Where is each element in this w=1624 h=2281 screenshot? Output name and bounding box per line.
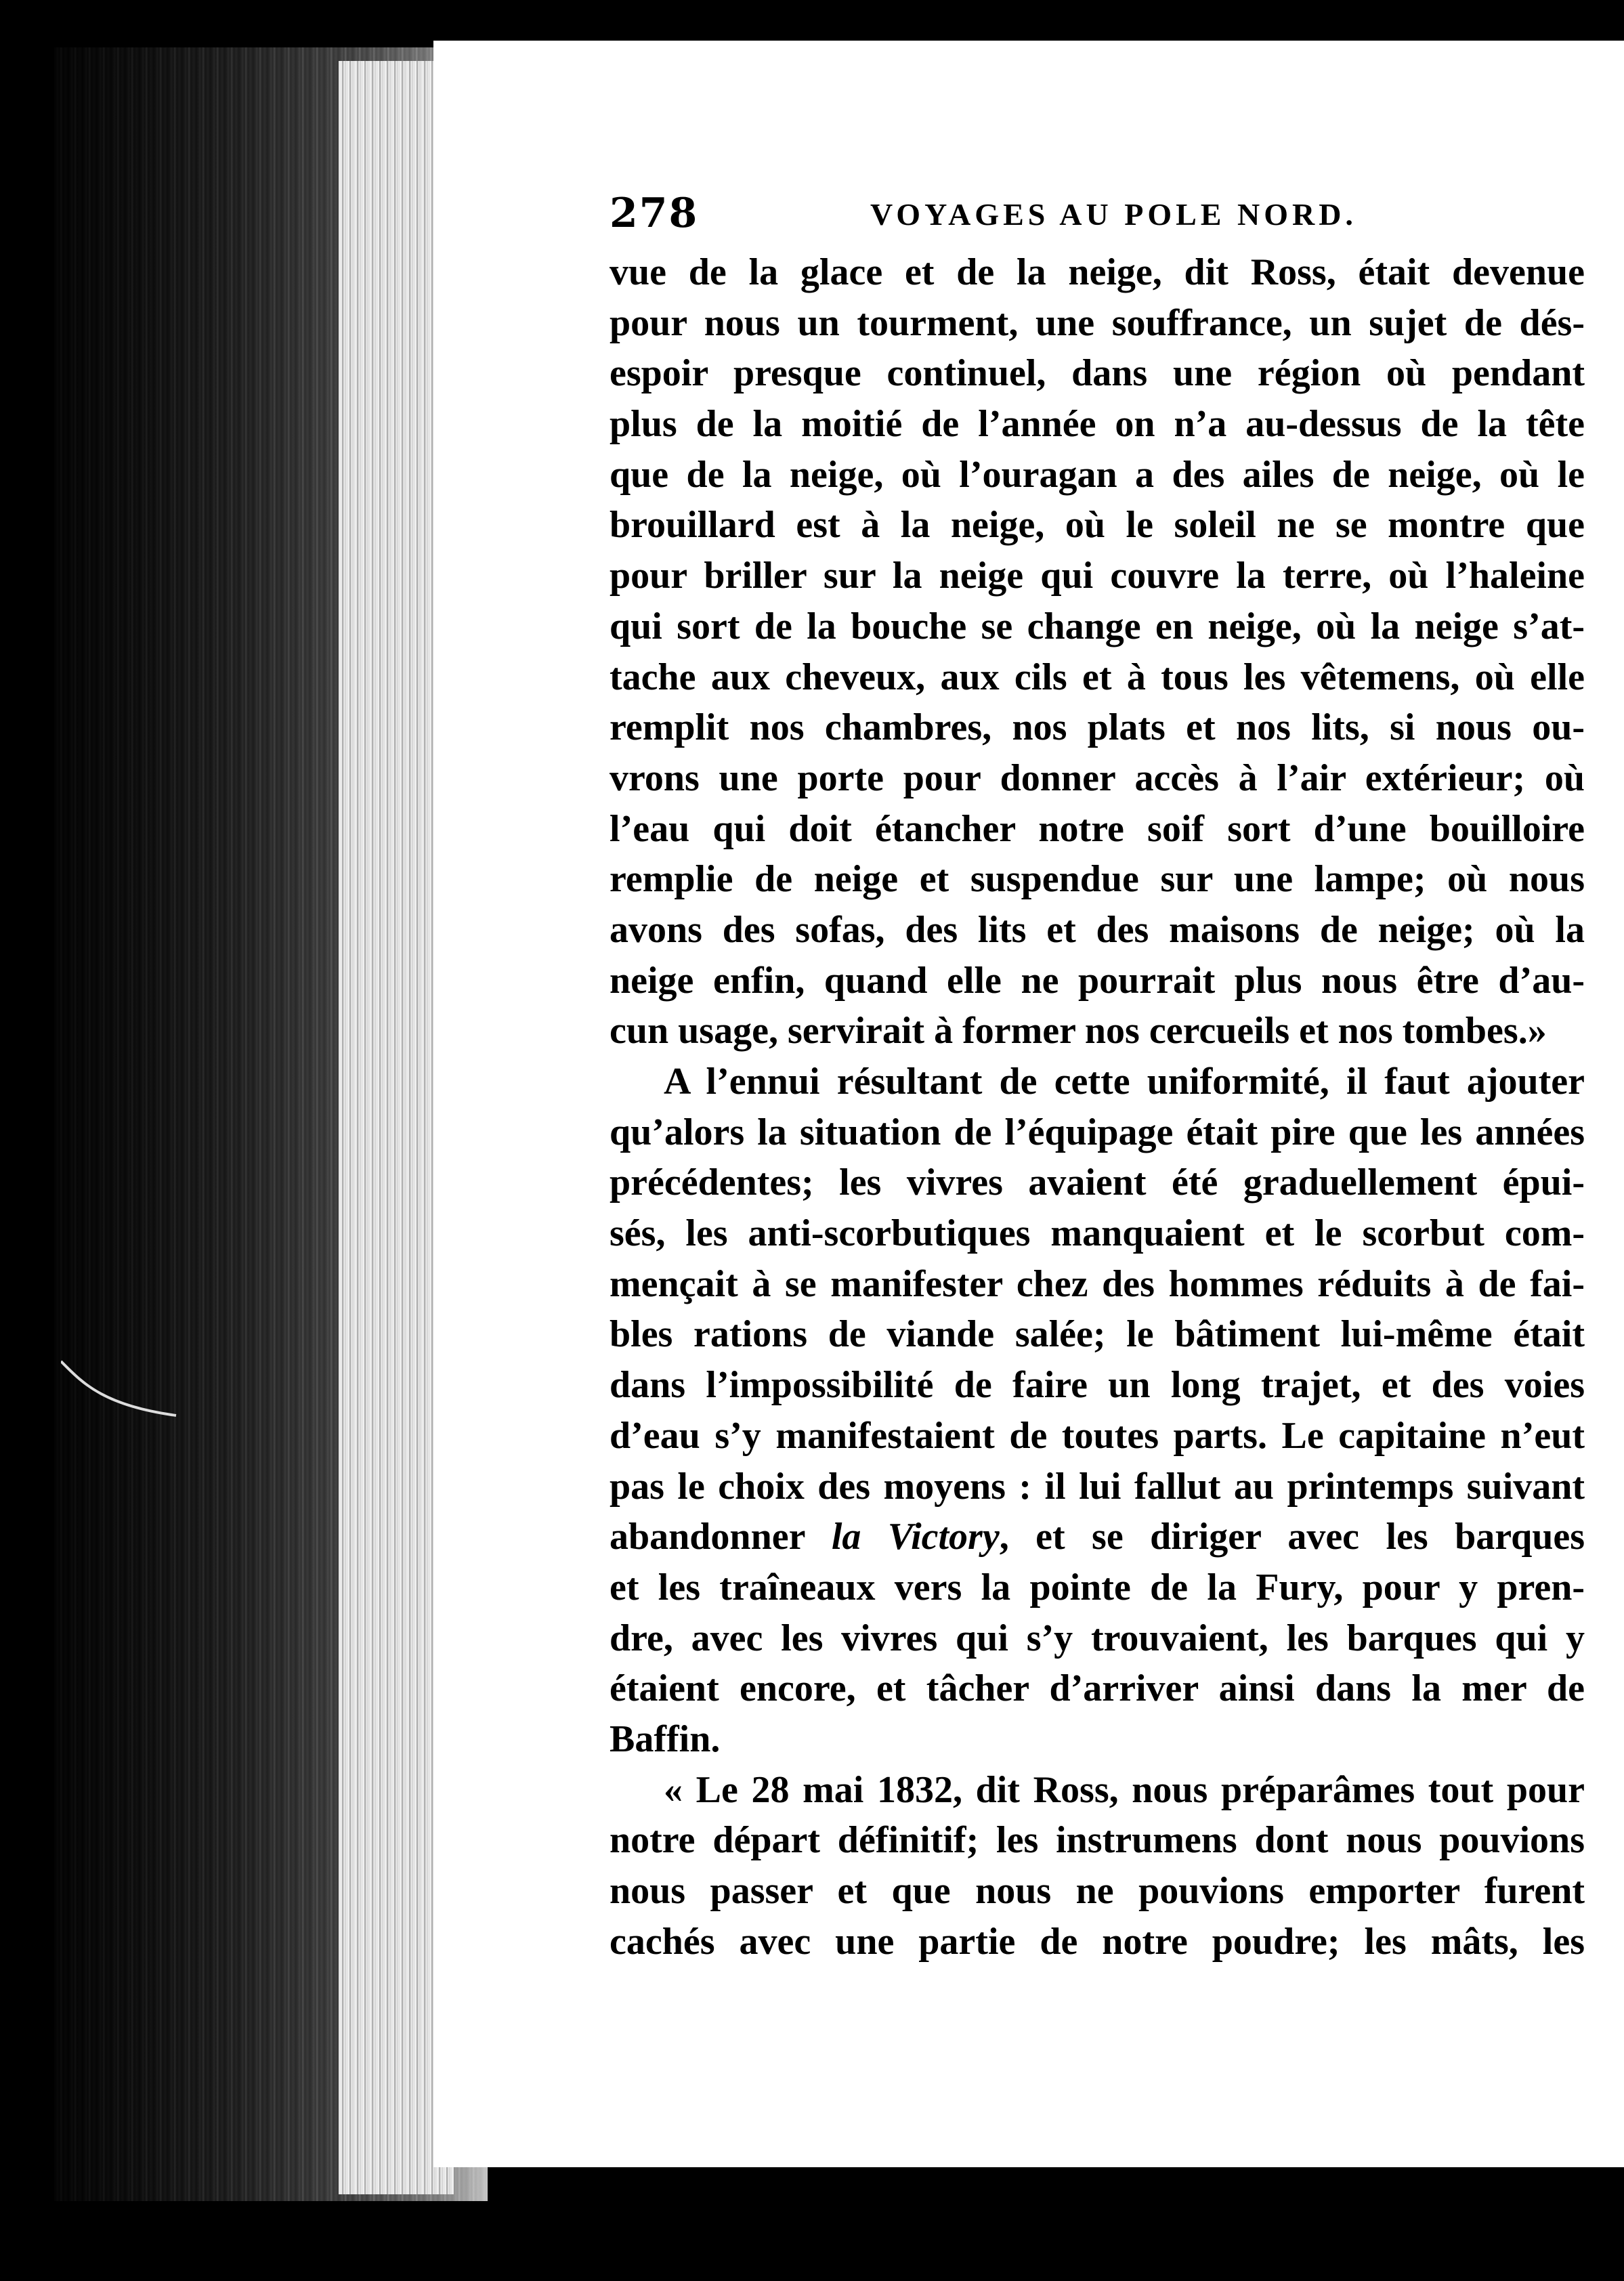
- text-segment: abandonner: [610, 1516, 832, 1558]
- text-line: brouillard est à la neige, où le soleil ne se montre que: [610, 504, 1585, 547]
- body-text: [610, 247, 1585, 1967]
- text-line: espoir presque continuel, dans une région où pendant: [610, 352, 1585, 395]
- text-line: remplie de neige et suspendue sur une lampe; où nous: [610, 858, 1585, 901]
- text-line: précédentes; les vivres avaient été graduellement épui-: [610, 1161, 1585, 1204]
- text-line: plus de la moitié de l’année on n’a au-dessus de la tête: [610, 403, 1585, 446]
- text-line: « Le 28 mai 1832, dit Ross, nous préparâmes tout pour: [664, 1768, 1585, 1811]
- text-line: tache aux cheveux, aux cils et à tous les vêtemens, où elle: [610, 656, 1585, 698]
- text-line: A l’ennui résultant de cette uniformité, il faut ajouter: [664, 1061, 1585, 1103]
- text-segment: , et se diriger avec les barques: [999, 1516, 1585, 1558]
- page-number: 278: [610, 190, 699, 237]
- text-line: dre, avec les vivres qui s’y trouvaient, les barques qui y: [610, 1617, 1585, 1659]
- text-line: avons des sofas, des lits et des maisons de neige; où la: [610, 908, 1585, 951]
- text-line: vue de la glace et de la neige, dit Ross, était devenue: [610, 251, 1585, 293]
- text-line: étaient encore, et tâcher d’arriver ainsi dans la mer de: [610, 1667, 1585, 1710]
- text-line: que de la neige, où l’ouragan a des ailes de neige, où le: [610, 453, 1585, 496]
- running-title: VOYAGES AU POLE NORD.: [870, 197, 1357, 232]
- running-head: [610, 190, 1591, 244]
- text-line: cachés avec une partie de notre poudre; les mâts, les: [610, 1920, 1585, 1963]
- text-line: pour nous un tourment, une souffrance, un sujet de dés-: [610, 301, 1585, 344]
- text-line: qu’alors la situation de l’équipage était pire que les années: [610, 1111, 1585, 1153]
- text-line: et les traîneaux vers la pointe de la Fury, pour y pren-: [610, 1566, 1585, 1608]
- text-line: l’eau qui doit étancher notre soif sort d’une bouilloire: [610, 807, 1585, 850]
- text-line: notre départ définitif; les instrumens dont nous pouvions: [610, 1819, 1585, 1862]
- text-line: nous passer et que nous ne pouvions emporter furent: [610, 1870, 1585, 1912]
- text-line: d’eau s’y manifestaient de toutes parts. Le capitaine n’eut: [610, 1414, 1585, 1457]
- text-line: dans l’impossibilité de faire un long trajet, et des voies: [610, 1364, 1585, 1407]
- text-line: pour briller sur la neige qui couvre la terre, où l’haleine: [610, 555, 1585, 597]
- text-line: mençait à se manifester chez des hommes réduits à de fai-: [610, 1262, 1585, 1305]
- text-line: remplit nos chambres, nos plats et nos lits, si nous ou-: [610, 706, 1585, 749]
- text-line: bles rations de viande salée; le bâtiment lui-même était: [610, 1313, 1585, 1356]
- text-line: cun usage, servirait à former nos cercueils et nos tombes.»: [610, 1010, 1547, 1052]
- text-line: [610, 1512, 1585, 1562]
- ship-name: la Victory: [831, 1516, 1000, 1558]
- text-line: neige enfin, quand elle ne pourrait plus nous être d’au-: [610, 959, 1585, 1002]
- text-line: qui sort de la bouche se change en neige, où la neige s’at-: [610, 605, 1585, 647]
- text-line: pas le choix des moyens : il lui fallut au printemps suivant: [610, 1465, 1585, 1508]
- text-line: vrons une porte pour donner accès à l’air extérieur; où: [610, 756, 1585, 799]
- text-line: Baffin.: [610, 1718, 721, 1760]
- stray-mark: [61, 1355, 183, 1422]
- text-line: sés, les anti-scorbutiques manquaient et le scorbut com-: [610, 1212, 1585, 1255]
